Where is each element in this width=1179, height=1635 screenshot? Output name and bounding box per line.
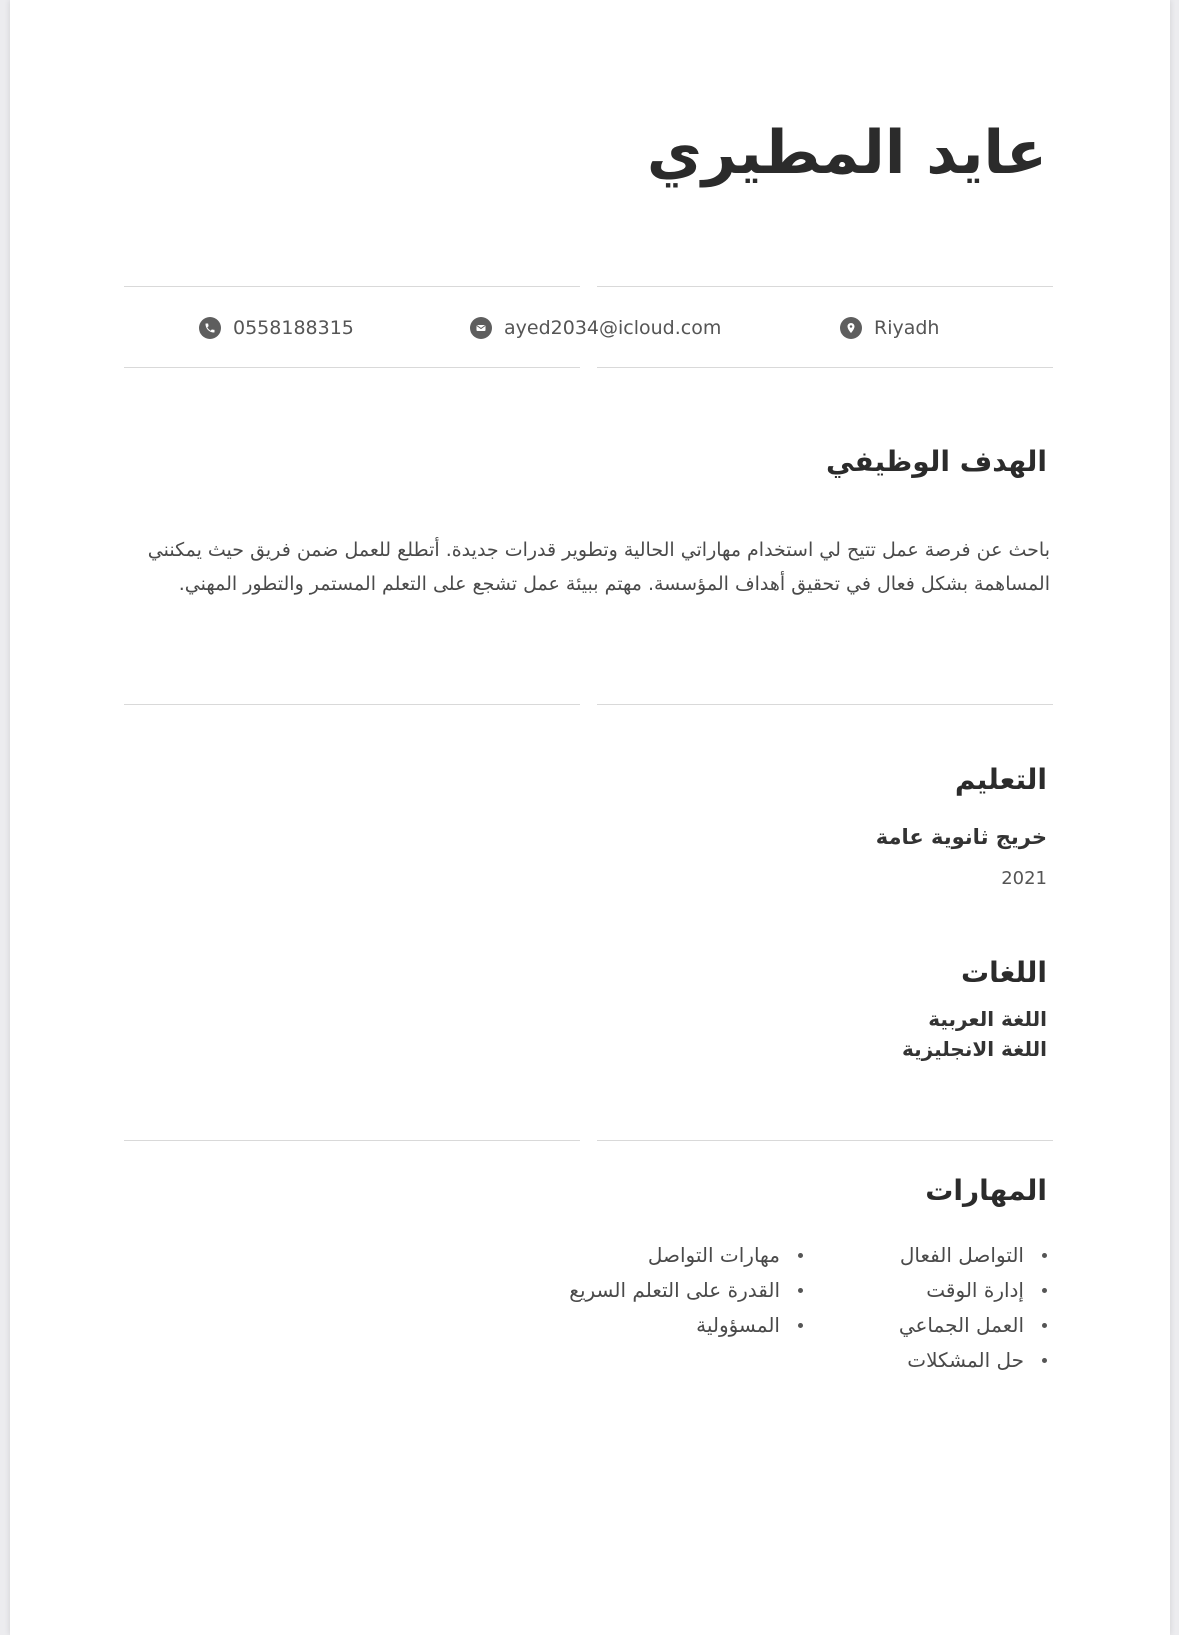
education-year: 2021	[1001, 868, 1047, 889]
bullet-icon	[1042, 1253, 1047, 1258]
skill-item: إدارة الوقت	[899, 1273, 1047, 1308]
skill-item: القدرة على التعلم السريع	[569, 1273, 803, 1308]
skill-item: التواصل الفعال	[899, 1238, 1047, 1273]
bullet-icon	[798, 1253, 803, 1258]
bullet-icon	[1042, 1323, 1047, 1328]
contact-location	[840, 313, 939, 343]
resume-page	[10, 0, 1170, 1635]
education-degree: خريج ثانوية عامة	[875, 825, 1047, 849]
language-item: اللغة العربية	[928, 1007, 1047, 1031]
bullet-icon	[1042, 1288, 1047, 1293]
skill-item: العمل الجماعي	[899, 1308, 1047, 1343]
contact-email	[470, 313, 721, 343]
skill-item: المسؤولية	[569, 1308, 803, 1343]
bullet-icon	[798, 1288, 803, 1293]
candidate-name: عايد المطيري	[646, 118, 1047, 188]
mail-icon	[470, 317, 492, 339]
divider	[124, 286, 580, 287]
languages-list	[902, 1004, 1047, 1064]
skill-item: مهارات التواصل	[569, 1238, 803, 1273]
divider	[124, 367, 580, 368]
divider	[124, 1140, 580, 1141]
map-pin-icon	[840, 317, 862, 339]
objective-title: الهدف الوظيفي	[826, 445, 1047, 478]
contact-phone	[199, 313, 354, 343]
education-title: التعليم	[954, 763, 1047, 796]
skills-column-2	[569, 1238, 803, 1343]
bullet-icon	[798, 1323, 803, 1328]
divider	[597, 704, 1053, 705]
email-address[interactable]: ayed2034@icloud.com	[504, 317, 722, 339]
skill-item: حل المشكلات	[899, 1343, 1047, 1378]
divider	[597, 286, 1053, 287]
divider	[597, 1140, 1053, 1141]
divider	[124, 704, 580, 705]
location-text: Riyadh	[874, 317, 940, 339]
skills-column-1	[899, 1238, 1047, 1378]
phone-number[interactable]: 0558188315	[233, 317, 354, 339]
bullet-icon	[1042, 1358, 1047, 1363]
phone-icon	[199, 317, 221, 339]
language-item: اللغة الانجليزية	[902, 1037, 1047, 1061]
objective-text: باحث عن فرصة عمل تتيح لي استخدام مهاراتي الحالية وتطوير قدرات جديدة. أتطلع للعمل ضمن فريق حيث يمكنني المساهمة بشكل فعال في تحقيق أهداف المؤسسة. مهتم ببيئة عمل تشجع على التعلم المستمر والتطور المهني.	[147, 539, 1050, 595]
divider	[597, 367, 1053, 368]
skills-title: المهارات	[925, 1174, 1047, 1207]
languages-title: اللغات	[961, 956, 1047, 989]
